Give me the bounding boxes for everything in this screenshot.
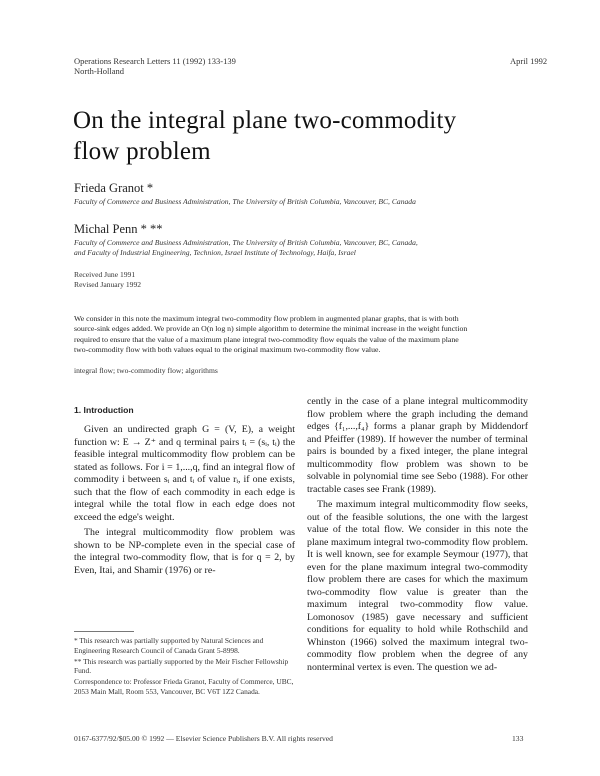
abstract-line-3: required to ensure that the value of a maximum plane integral two-commodity flow equals the value of the maximum plane — [74, 334, 459, 344]
copyright-line: 0167-6377/92/$05.00 © 1992 — Elsevier Science Publishers B.V. All rights reserved — [74, 734, 333, 743]
author-affiliation-2a: Faculty of Commerce and Business Administration, The University of British Columbia, Vancouver, BC, Canada, — [74, 238, 418, 247]
paragraph: The integral multicommodity flow problem was shown to be NP-complete even in the special case of the integral two-commodity flow, that is for q = 2, by Even, Itai, and Shamir (1976) or re- — [74, 527, 295, 576]
author-affiliation-2b: and Faculty of Industrial Engineering, Technion, Israel Institute of Technology, Haifa, Israel — [74, 248, 356, 257]
abstract-line-2: source-sink edges added. We provide an O(n log n) simple algorithm to determine the minimal increase in the weight function — [74, 324, 468, 334]
author-affiliation-1: Faculty of Commerce and Business Administration, The University of British Columbia, Vancouver, BC, Canada — [74, 197, 416, 206]
issue-date: April 1992 — [510, 56, 548, 66]
author-name-1: Frieda Granot * — [74, 181, 154, 195]
paper-title-line-1: On the integral plane two-commodity — [73, 107, 457, 134]
footnote: ** This research was partially supported by the Meir Fischer Fellowship Fund. — [74, 656, 289, 676]
footnote: * This research was partially supported by Natural Sciences and Engineering Research Council of Canada Grant 5-8998. — [74, 636, 264, 655]
page-number: 133 — [512, 734, 524, 743]
abstract — [74, 314, 526, 355]
footnote: Correspondence to: Professor Frieda Granot, Faculty of Commerce, UBC, 2053 Main Mall, Room 553, Vancouver, BC V6T 1Z2 Canada. — [74, 677, 294, 696]
abstract-line-1: We consider in this note the maximum integral two-commodity flow problem in augmented planar graphs, that is with both — [74, 314, 459, 323]
revised-date: Revised January 1992 — [74, 280, 142, 289]
abstract-line-4: two-commodity flow with both values equal to the original maximum two-commodity flow value. — [74, 344, 381, 354]
paragraph: cently in the case of a plane integral multicommodity flow problem where the graph including the demand edges {f₁,...,f₄} forms a planar graph by Middendorf and Pfeiffer (1989). If however the number of terminal pairs is bounded by a fixed integer, the plane integral multicommodity flow problem was shown to be solvable in polynomial time see Sebo (1988). For other tractable cases see Frank (1989). — [307, 396, 528, 495]
author-name-2: Michal Penn * ** — [74, 222, 163, 236]
footnote-rule — [74, 631, 134, 632]
left-column — [74, 424, 295, 577]
paper-title-line-2: flow problem — [73, 138, 211, 165]
journal-citation: Operations Research Letters 11 (1992) 133-139 — [74, 56, 236, 66]
paragraph: Given an undirected graph G = (V, E), a weight function w: E → Z⁺ and q terminal pairs tᵢ = (sᵢ, tᵢ) the feasible integral multicommodity flow problem can be stated as follows. For i = 1,...,q, find an integral flow of commodity i between sᵢ and tᵢ of value rᵢ, if one exists, such that the flow of each commodity in each edge is integral while the total flow in each edge does not exceed the edge's weight. — [74, 424, 295, 523]
received-date: Received June 1991 — [74, 270, 136, 279]
keywords: integral flow; two-commodity flow; algorithms — [74, 366, 218, 375]
right-column — [307, 396, 528, 674]
publisher: North-Holland — [74, 66, 125, 76]
footnotes — [74, 636, 295, 698]
section-heading-introduction: 1. Introduction — [74, 405, 134, 415]
paragraph: The maximum integral multicommodity flow seeks, out of the feasible solutions, the one with the largest value of the total flow. We consider in this note the plane maximum integral two-commodity flow problem. It is well known, see for example Seymour (1977), that even for the plane maximum integral two-commodity flow problem there are cases for which the maximum two-commodity flow value is greater than the maximum integral two-commodity flow value. Lomonosov (1985) gave necessary and sufficient conditions for equality to hold while Rothschild and Whinston (1966) solved the maximum integral two-commodity flow problem when the degree of any nonterminal vertex is even. The question we ad- — [307, 499, 528, 673]
